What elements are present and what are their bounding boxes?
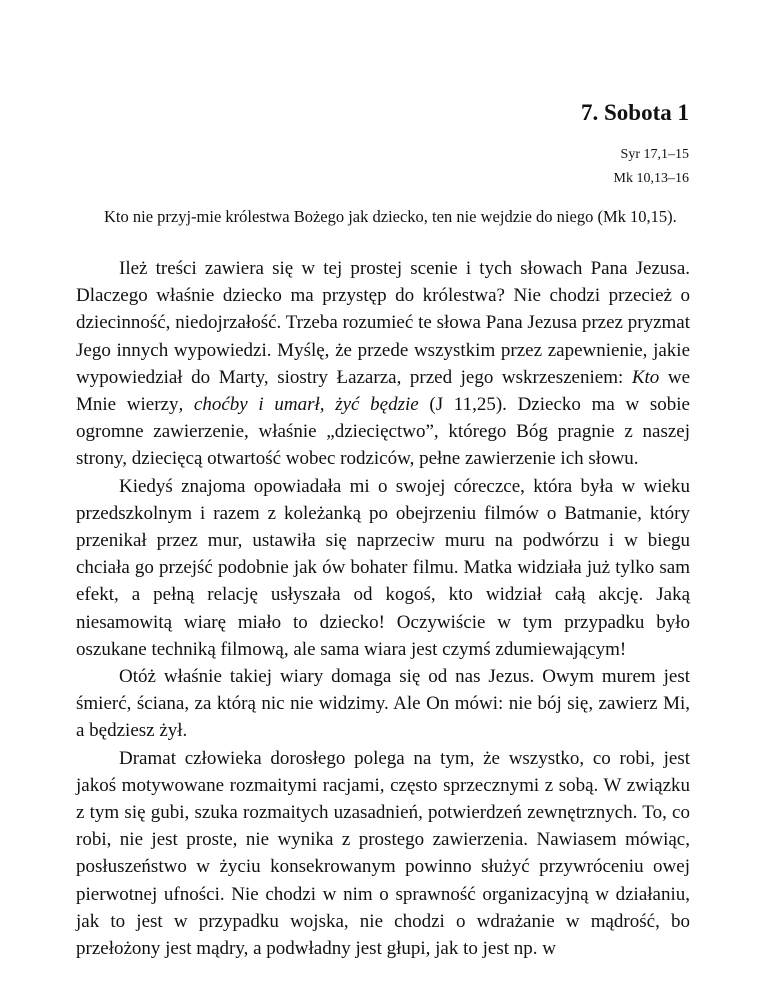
body-text [76,255,690,962]
chapter-title: 7. Sobota 1 [581,100,689,125]
italic-span: , choćby i umarł, żyć będzie [178,394,419,416]
reference-line: Syr 17,1–15 [620,147,689,162]
paragraph: Otóż właśnie takiej wiary domaga się od nas Jezus. Owym murem jest śmierć, ściana, za którą nic nie widzimy. Ale On mówi: nie bój się, zawierz Mi, a będziesz żył. [76,666,690,742]
italic-span: Kto [631,366,660,388]
text-span: (J 11,25). Dziecko ma w sobie ogromne zawierzenie, właśnie „dziecięctwo”, którego Bóg pragnie z naszej strony, dziecięcą otwartość wobec rodziców, pełne zawierzenie ich słowu. [76,394,690,470]
text-span: Ileż treści zawiera się w tej prostej scenie i tych słowach Pana Jezusa. Dlaczego właśnie dziecko ma przystęp do królestwa? Nie chodzi przecież o dziecinność, niedojrzałość. Trzeba rozumieć te słowa Pana Jezusa przez pryzmat Jego innych wypowiedzi. Myślę, że przede wszystkim przez zapewnienie, jakie wypowiedział do Marty, siostry Łazarza, przed jego wskrzeszeniem: [76,258,690,388]
scripture-references [614,143,689,191]
reference-line: Mk 10,13–16 [613,171,689,186]
paragraph: Dramat człowieka dorosłego polega na tym, że wszystko, co robi, jest jakoś motywowane rozmaitymi racjami, często sprzecznymi z sobą. W związku z tym się gubi, szuka rozmaitych uzasadnień, potwierdzeń zewnętrznych. To, co robi, nie jest proste, nie wynika z prostego zawierzenia. Nawiasem mówiąc, posłuszeństwo w życiu konsekrowanym powinno służyć przywróceniu owej pierwotnej ufności. Nie chodzi w nim o sprawność organizacyjną w działaniu, jak to jest w przypadku wojska, nie chodzi o wdrażanie w mądrość, bo przełożony jest mądry, a podwładny jest głupi, jak to jest np. w [76,747,690,960]
text-span: we Mnie wierzy [76,366,691,416]
paragraph: Kiedyś znajoma opowiadała mi o swojej córeczce, która była w wieku przedszkolnym i razem z koleżanką po obejrzeniu filmów o Batmanie, który przenikał przez mur, ustawiła się naprzeciw muru na podwórzu i w biegu chciała go przejść podobnie jak ów bohater filmu. Matka widziała już tylko sam efekt, a pełną relację usłyszała od kogoś, kto widział całą akcję. Jaką niesamowitą wiarę miało to dziecko! Oczywiście w tym przypadku było oszukane techniką filmową, ale sama wiara jest czymś zdumiewającym! [76,475,690,660]
paragraph [76,255,690,473]
motto-quote: Kto nie przyj-mie królestwa Bożego jak dziecko, ten nie wejdzie do niego (Mk 10,15). [104,207,677,226]
